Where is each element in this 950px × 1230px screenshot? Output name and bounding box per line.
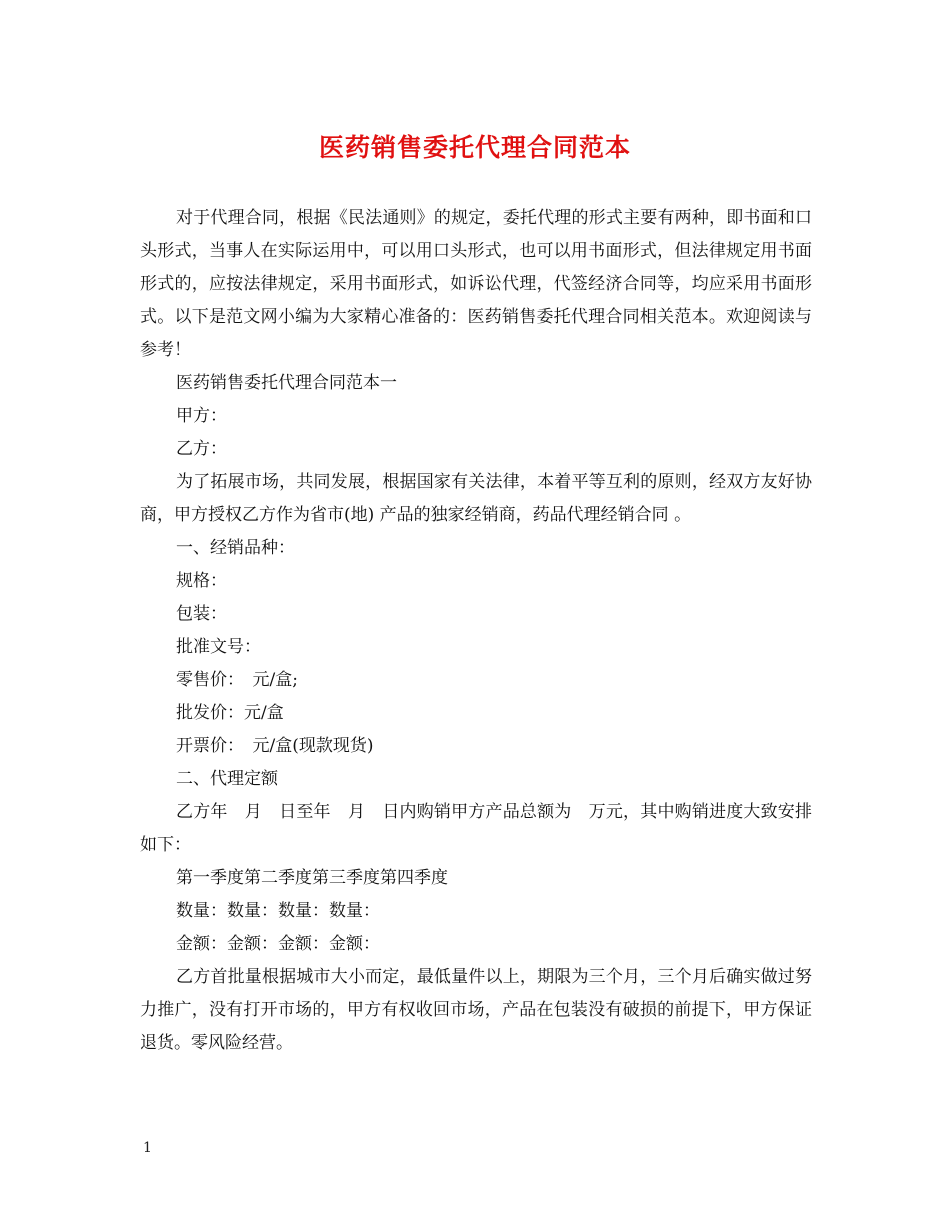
contract-heading: 医药销售委托代理合同范本一 — [176, 373, 397, 393]
specification-line: 规格： — [176, 571, 227, 591]
approval-number-line: 批准文号： — [176, 637, 261, 657]
quota-paragraph: 乙方年 月 日至年 月 日内购销甲方产品总额为 万元，其中购销进度大致安排如下： — [140, 802, 812, 855]
amount-line: 金额：金额：金额：金额： — [176, 934, 380, 954]
section-1-heading: 一、经销品种： — [176, 538, 295, 558]
document-title: 医药销售委托代理合同范本 — [318, 133, 631, 162]
party-a-line: 甲方： — [176, 406, 227, 426]
document-body — [140, 202, 812, 1060]
invoice-price-line: 开票价： 元/盒(现款现货) — [176, 736, 374, 756]
page-number: 1 — [143, 1140, 152, 1156]
section-2-heading: 二、代理定额 — [176, 769, 278, 789]
first-batch-paragraph: 乙方首批量根据城市大小而定，最低量件以上，期限为三个月，三个月后确实做过努力推广，没有打开市场的，甲方有权收回市场，产品在包装没有破损的前提下，甲方保证退货。零风险经营。 — [140, 967, 812, 1053]
intro-paragraph: 对于代理合同，根据《民法通则》的规定，委托代理的形式主要有两种，即书面和口头形式，当事人在实际运用中，可以用口头形式，也可以用书面形式，但法律规定用书面形式的，应按法律规定，采用书面形式，如诉讼代理，代签经济合同等，均应采用书面形式。以下是范文网小编为大家精心准备的：医药销售委托代理合同相关范本。欢迎阅读与参考！ — [140, 208, 812, 360]
quarters-line: 第一季度第二季度第三季度第四季度 — [176, 868, 448, 888]
quantity-line: 数量：数量：数量：数量： — [176, 901, 380, 921]
packaging-line: 包装： — [176, 604, 227, 624]
retail-price-line: 零售价： 元/盒; — [176, 670, 298, 690]
purpose-paragraph: 为了拓展市场，共同发展，根据国家有关法律，本着平等互利的原则，经双方友好协商，甲方授权乙方作为省市(地) 产品的独家经销商，药品代理经销合同 。 — [140, 472, 812, 525]
party-b-line: 乙方： — [176, 439, 227, 459]
wholesale-price-line: 批发价：元/盒 — [176, 703, 284, 723]
